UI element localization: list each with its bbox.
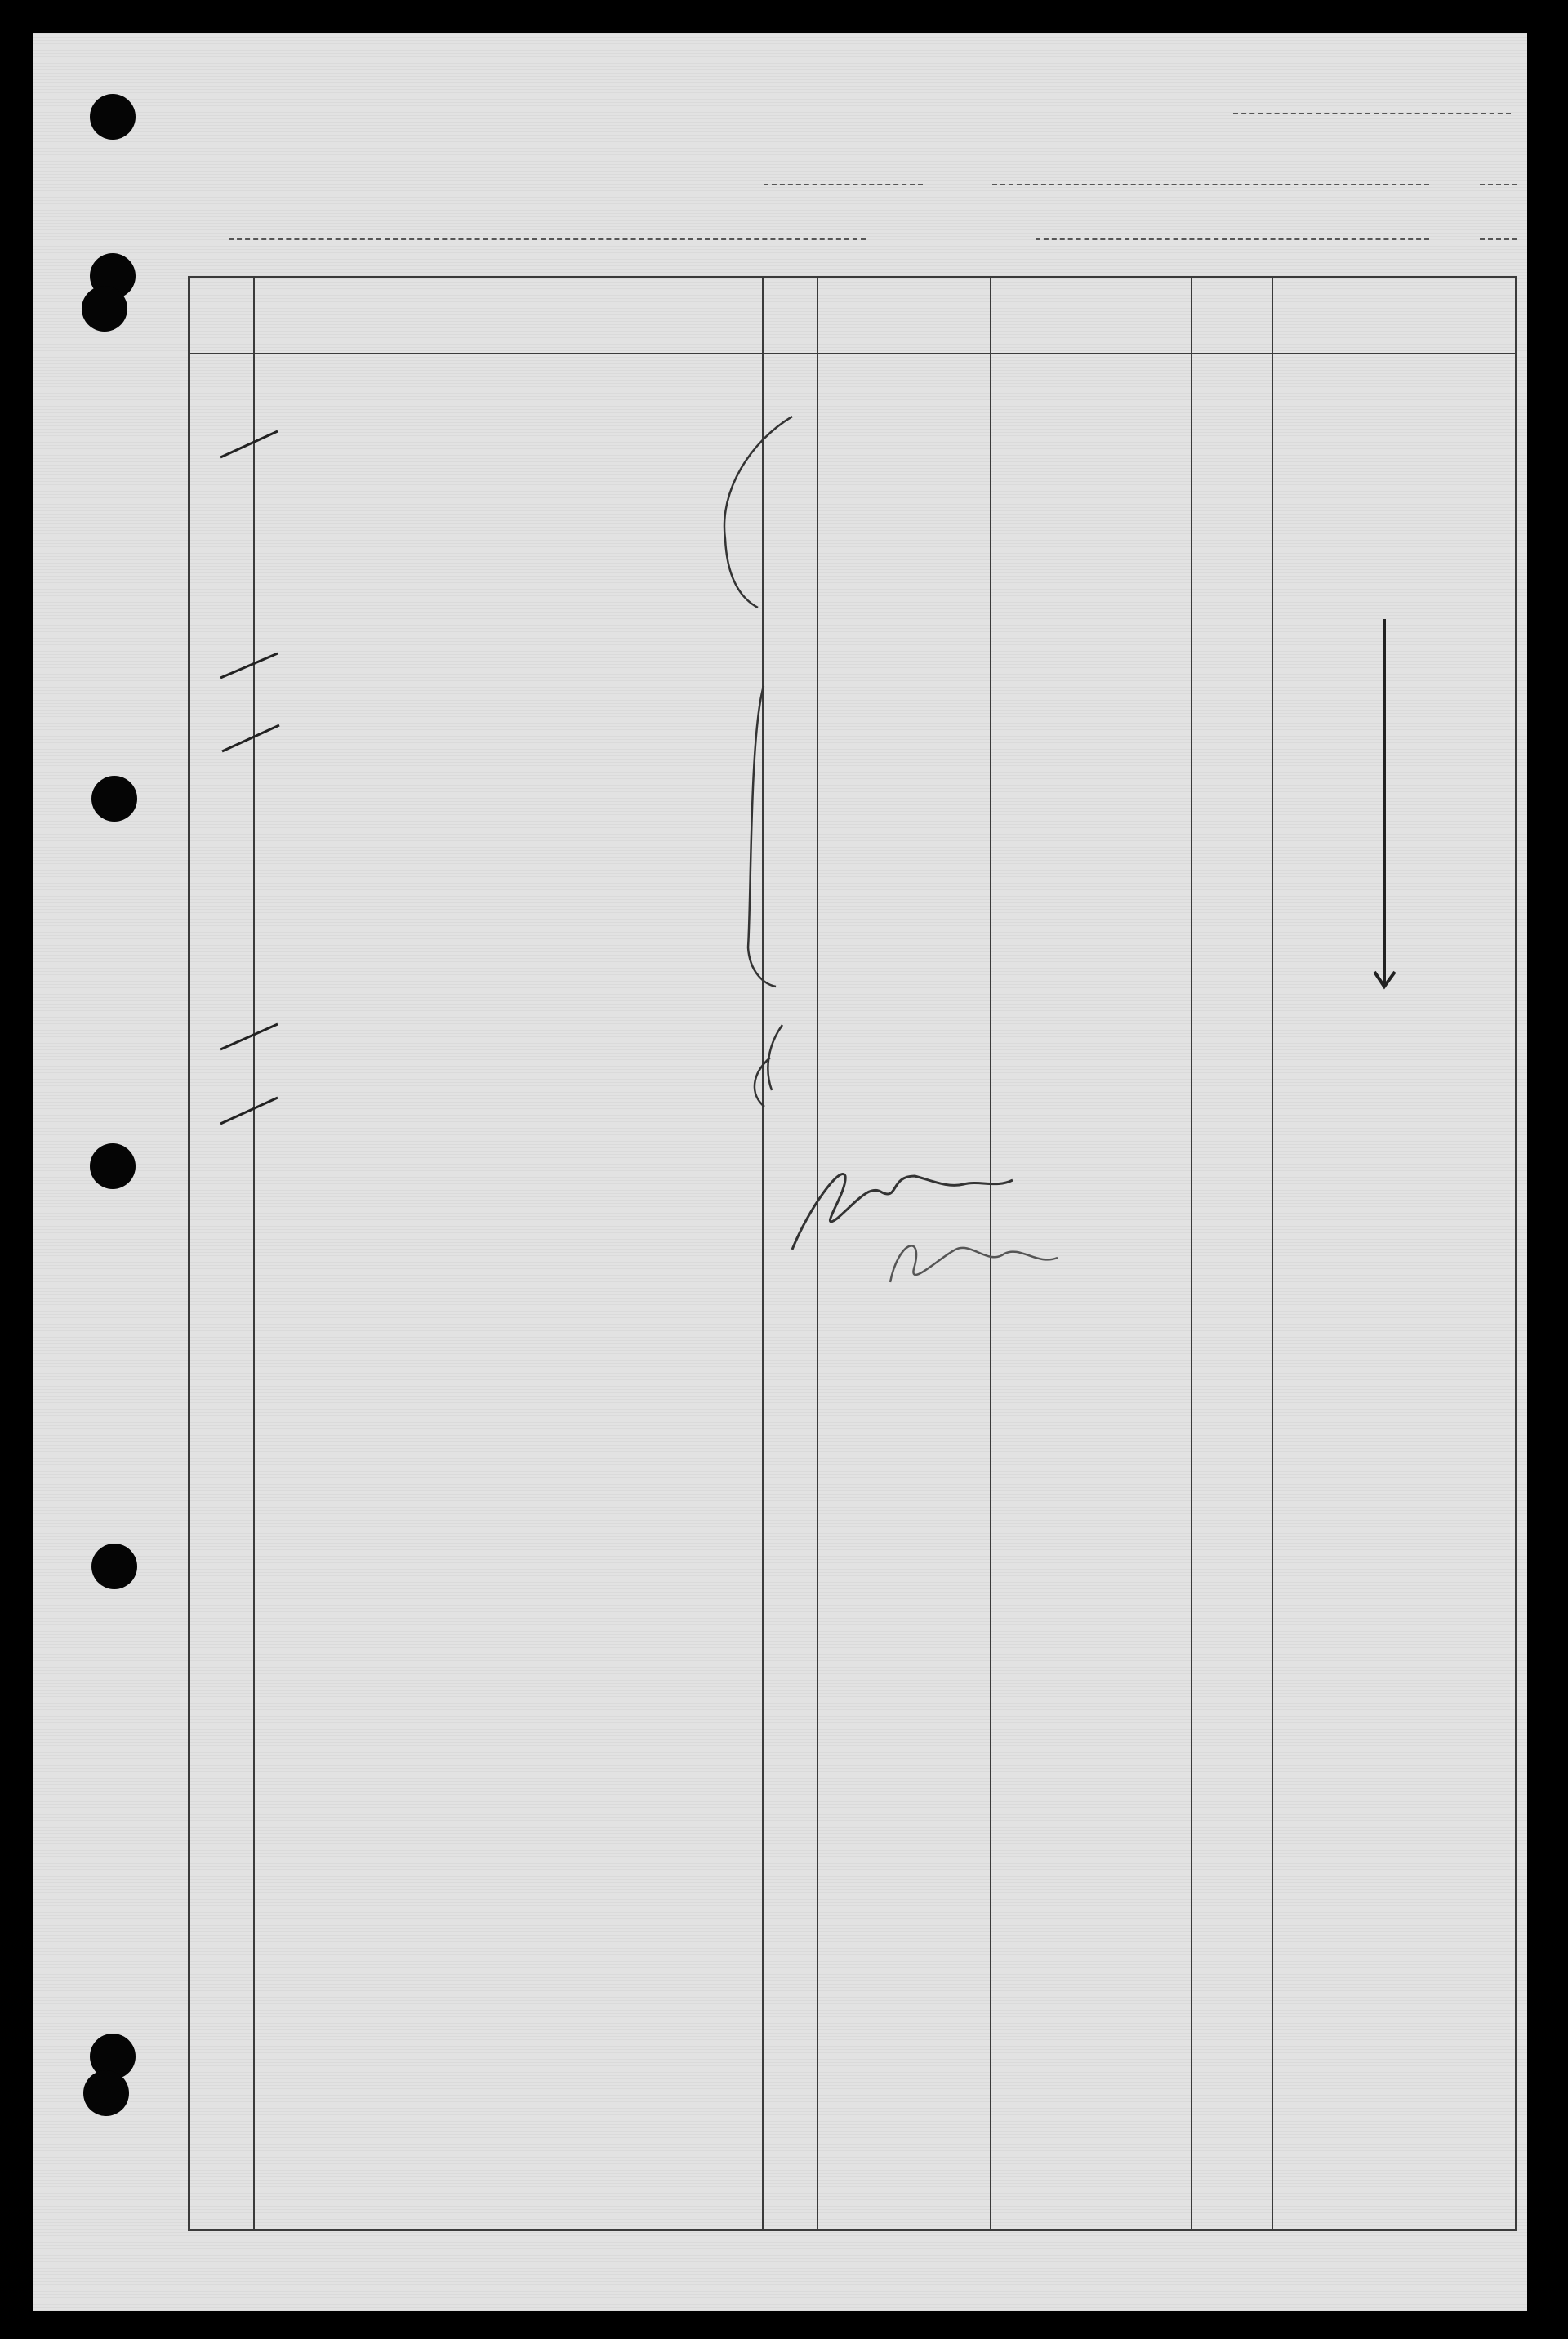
- bracket-mark: [768, 1025, 782, 1090]
- line-strike: [222, 725, 279, 751]
- manifest-sheet: [33, 33, 1527, 2311]
- line-strike: [220, 653, 278, 678]
- handwriting-layer: [33, 33, 1527, 2311]
- line-strike: [220, 1098, 278, 1124]
- bracket-mark: [748, 686, 776, 987]
- bracket-mark: [724, 417, 792, 608]
- signature-mark: [792, 1174, 1013, 1250]
- line-strike: [220, 431, 278, 457]
- signature-mark: [890, 1245, 1058, 1282]
- line-strike: [220, 1024, 278, 1049]
